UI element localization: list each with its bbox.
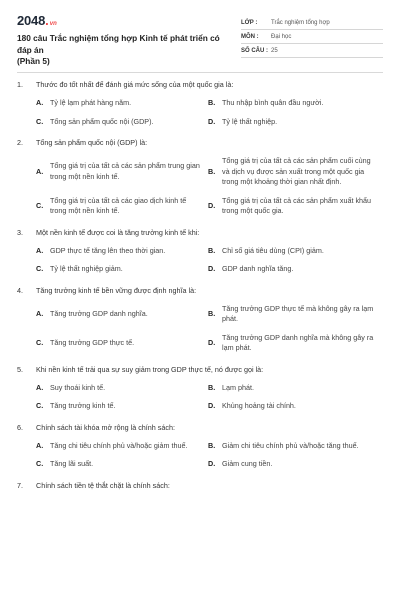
option-text: Tỷ lệ thất nghiệp giảm. (50, 264, 123, 273)
title-line-1: 180 câu Trắc nghiệm tổng hợp Kinh tế phát triển có đáp án (17, 33, 220, 55)
question-item (17, 365, 383, 412)
option-letter: A. (36, 308, 44, 318)
meta-table (241, 16, 383, 76)
options-grid (17, 441, 383, 470)
option-a[interactable] (36, 156, 208, 188)
option-letter: B. (208, 382, 216, 392)
option-letter: D. (208, 401, 216, 410)
question-number: 7. (17, 480, 23, 490)
option-letter: B. (208, 98, 216, 107)
question-number: 2. (17, 138, 23, 147)
options-grid (17, 383, 383, 412)
meta-value: Trắc nghiệm tổng hợp (271, 19, 330, 26)
option-c[interactable] (36, 333, 208, 354)
question-item (17, 423, 383, 470)
document-title (17, 33, 232, 68)
option-d[interactable] (208, 333, 384, 354)
document-header (17, 14, 383, 76)
option-letter: C. (36, 401, 44, 410)
meta-label: LỚP : (241, 19, 258, 26)
question-item (17, 228, 383, 275)
option-text: Giảm cung tiền. (222, 459, 273, 468)
option-text: Tổng giá trị của tất cả các sản phẩm trung gian trong một nền kinh tế. (50, 161, 200, 181)
option-letter: B. (208, 440, 216, 450)
question-head (17, 228, 383, 238)
question-head (17, 286, 383, 296)
question-head (17, 138, 383, 148)
question-item (17, 80, 383, 127)
question-item (17, 481, 383, 491)
meta-row-class (241, 16, 383, 30)
option-letter: C. (36, 337, 44, 347)
option-letter: A. (36, 98, 44, 107)
options-grid (17, 156, 383, 217)
option-a[interactable] (36, 98, 208, 109)
option-letter: C. (36, 116, 44, 126)
option-a[interactable] (36, 441, 208, 452)
option-b[interactable] (208, 441, 384, 452)
option-letter: D. (208, 337, 216, 347)
option-letter: A. (36, 440, 44, 450)
question-number: 6. (17, 422, 23, 432)
option-text: Tỷ lệ lạm phát hàng năm. (50, 98, 132, 107)
option-letter: A. (36, 382, 44, 392)
title-line-2: (Phần 5) (17, 56, 50, 66)
meta-row-count (241, 44, 383, 58)
option-a[interactable] (36, 304, 208, 325)
meta-row-subject (241, 30, 383, 44)
meta-value: Đại học (271, 33, 292, 40)
option-letter: D. (208, 459, 216, 468)
meta-value: 25 (271, 47, 278, 54)
option-letter: D. (208, 264, 216, 273)
option-text: Tăng trưởng GDP danh nghĩa. (50, 308, 148, 318)
site-logo[interactable] (17, 14, 232, 27)
question-number: 1. (17, 80, 23, 89)
option-text: Tổng giá trị của tất cả các sản phẩm cuối cùng và dịch vụ được sản xuất trong một quốc gia trong một khoảng thời gian nhất định. (222, 156, 371, 186)
meta-label: MÔN : (241, 33, 259, 40)
option-text: Lạm phát. (222, 382, 254, 392)
option-letter: A. (36, 245, 44, 255)
question-item (17, 286, 383, 354)
question-list (17, 80, 383, 499)
option-text: Tăng trưởng GDP thực tế. (50, 337, 135, 347)
option-d[interactable] (208, 401, 384, 412)
option-letter: B. (208, 166, 216, 176)
question-number: 5. (17, 364, 23, 374)
question-head (17, 80, 383, 90)
option-d[interactable] (208, 264, 384, 275)
option-text: Tăng chi tiêu chính phủ và/hoặc giảm thuế. (50, 440, 188, 450)
options-grid (17, 98, 383, 127)
options-grid (17, 304, 383, 354)
option-letter: A. (36, 166, 44, 176)
option-d[interactable] (208, 117, 384, 128)
option-letter: D. (208, 116, 216, 126)
option-a[interactable] (36, 246, 208, 257)
option-text: Suy thoái kinh tế. (50, 382, 106, 392)
option-text: Chỉ số giá tiêu dùng (CPI) giảm. (222, 245, 324, 255)
option-text: Tổng giá trị của tất cả các sản phẩm xuất khẩu trong một quốc gia. (222, 195, 372, 215)
option-letter: B. (208, 308, 216, 318)
option-text: Tổng giá trị của tất cả các giao dịch kinh tế trong một nền kinh tế. (50, 195, 187, 215)
question-item (17, 138, 383, 217)
option-text: GDP thực tế tăng lên theo thời gian. (50, 245, 166, 255)
option-letter: C. (36, 459, 44, 468)
options-grid (17, 246, 383, 275)
option-c[interactable] (36, 117, 208, 128)
option-text: GDP danh nghĩa tăng. (222, 264, 294, 273)
option-c[interactable] (36, 264, 208, 275)
option-b[interactable] (208, 156, 384, 188)
header-left (17, 14, 232, 76)
option-text: Tăng trưởng GDP thực tế mà không gây ra lạm phát. (222, 303, 374, 323)
option-letter: B. (208, 245, 216, 255)
logo-text: 2048 (17, 13, 46, 28)
question-text: Tổng sản phẩm quốc nội (GDP) là: (36, 138, 148, 147)
option-c[interactable] (36, 459, 208, 470)
option-b[interactable] (208, 98, 384, 109)
logo-suffix: vn (49, 21, 57, 27)
option-a[interactable] (36, 383, 208, 394)
question-text: Thước đo tốt nhất để đánh giá mức sống của một quốc gia là: (36, 80, 234, 89)
option-c[interactable] (36, 401, 208, 412)
option-text: Tỷ lệ thất nghiệp. (222, 116, 278, 126)
question-text: Khi nền kinh tế trải qua sự suy giảm trong GDP thực tế, nó được gọi là: (36, 364, 264, 374)
option-b[interactable] (208, 383, 384, 394)
question-head (17, 365, 383, 375)
header-divider (17, 72, 383, 73)
option-text: Tăng lãi suất. (50, 459, 94, 468)
option-d[interactable] (208, 459, 384, 470)
option-b[interactable] (208, 246, 384, 257)
question-number: 4. (17, 285, 23, 295)
option-text: Khủng hoảng tài chính. (222, 401, 296, 410)
question-text: Chính sách tiền tệ thắt chặt là chính sách: (36, 480, 170, 490)
option-letter: C. (36, 264, 44, 273)
question-number: 3. (17, 227, 23, 237)
question-head (17, 481, 383, 491)
logo-dot: . (45, 13, 49, 28)
question-head (17, 423, 383, 433)
question-text: Tăng trưởng kinh tế bền vững được định nghĩa là: (36, 285, 197, 295)
question-text: Chính sách tài khóa mở rộng là chính sách: (36, 422, 175, 432)
meta-label: SỐ CÂU : (241, 47, 268, 54)
option-text: Tăng trưởng kinh tế. (50, 401, 116, 410)
question-text: Một nền kinh tế được coi là tăng trưởng kinh tế khi: (36, 227, 200, 237)
option-c[interactable] (36, 196, 208, 217)
option-d[interactable] (208, 196, 384, 217)
option-text: Thu nhập bình quân đầu người. (222, 98, 324, 107)
option-text: Giảm chi tiêu chính phủ và/hoặc tăng thuế. (222, 440, 359, 450)
option-letter: C. (36, 200, 44, 210)
option-letter: D. (208, 200, 216, 210)
option-text: Tổng sản phẩm quốc nội (GDP). (50, 116, 154, 126)
option-text: Tăng trưởng GDP danh nghĩa mà không gây ra lạm phát. (222, 332, 374, 352)
option-b[interactable] (208, 304, 384, 325)
